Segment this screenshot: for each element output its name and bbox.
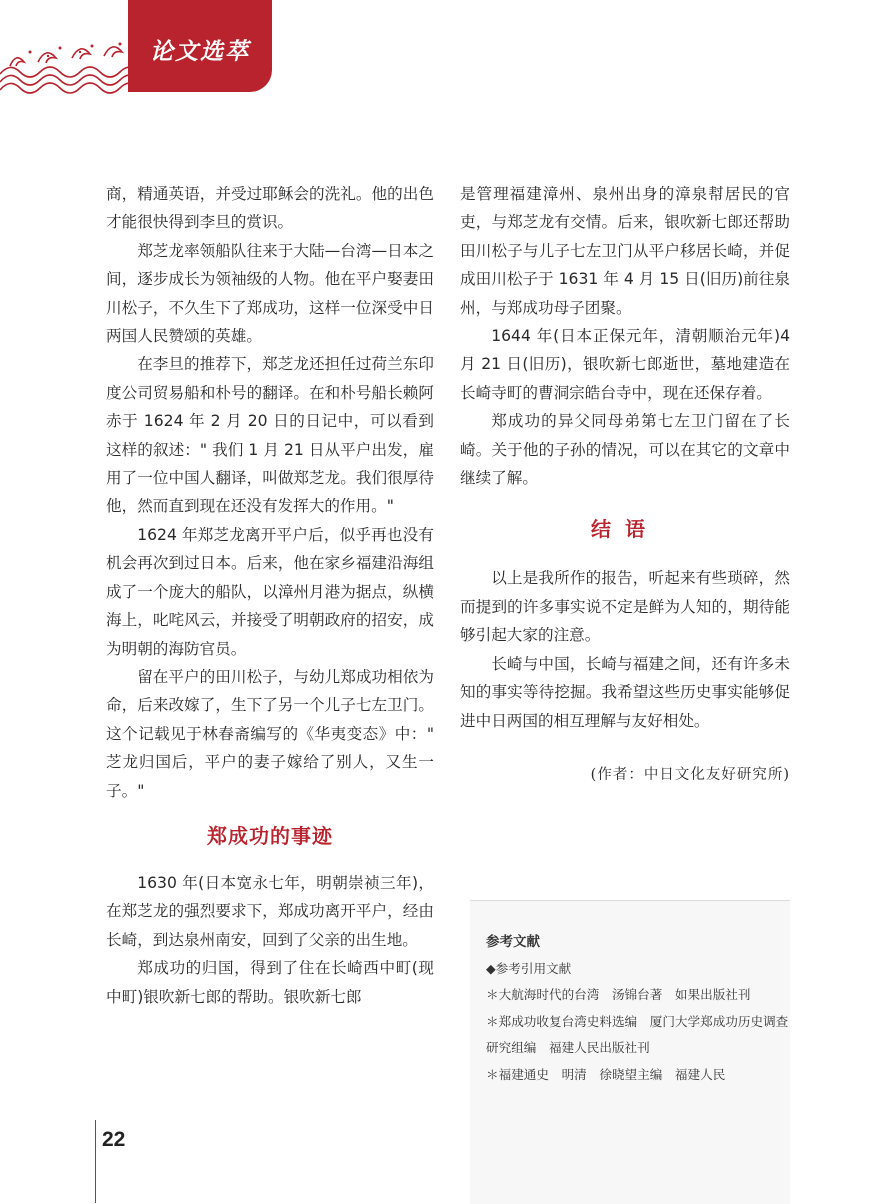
right-column [460, 180, 790, 789]
references-subtitle: ◆参考引用文献 [486, 960, 572, 976]
wave-pattern-icon [0, 38, 140, 96]
paragraph: 留在平户的田川松子，与幼儿郑成功相依为命，后来改嫁了，生下了另一个儿子七左卫门。这个记载见于林春斋编写的《华夷变态》中：" 芝龙归国后，平户的妻子嫁给了别人，又生一子。" [106, 667, 434, 800]
page-number: 22 [102, 1128, 126, 1151]
reference-item: ＊福建通史 明清 徐晓望主编 福建人民 [486, 1066, 726, 1082]
paragraph: 商，精通英语，并受过耶稣会的洗礼。他的出色才能很快得到李旦的赏识。 [106, 185, 434, 232]
paragraph: 郑成功的异父同母弟第七左卫门留在了长崎。关于他的子孙的情况，可以在其它的文章中继续了解。 [460, 412, 790, 488]
left-column [106, 180, 434, 1011]
reference-item: ＊大航海时代的台湾 汤锦台著 如果出版社刊 [486, 987, 751, 1002]
section-label-tab [128, 0, 272, 92]
paragraph: 在李旦的推荐下，郑芝龙还担任过荷兰东印度公司贸易船和朴号的翻译。在和朴号船长赖阿赤于 1624 年 2 月 20 日的日记中，可以看到这样的叙述：" 我们 1 月 21 日从平户出发，雇用了一位中国人翻译，叫做郑芝龙。我们很厚待他，然而直到现在还没有发挥大的作用。" [106, 355, 434, 516]
section-label: 论文选萃 [150, 37, 250, 65]
paragraph: 郑成功的归国，得到了住在长崎西中町(现中町)银吹新七郎的帮助。银吹新七郎 [106, 959, 434, 1006]
paragraph: 郑芝龙率领船队往来于大陆—台湾—日本之间，逐步成长为领袖级的人物。他在平户娶妻田川松子，不久生下了郑成功，这样一位深受中日两国人民赞颂的英雄。 [106, 241, 434, 346]
paragraph: 是管理福建漳州、泉州出身的漳泉幇居民的官吏，与郑芝龙有交情。后来，银吹新七郎还帮助田川松子与儿子七左卫门从平户移居长崎，并促成田川松子于 1631 年 4 月 15 日(旧历)前往泉州，与郑成功母子团聚。 [460, 185, 790, 317]
references-box [470, 900, 790, 1204]
paragraph: 1624 年郑芝龙离开平户后，似乎再也没有机会再次到过日本。后来，他在家乡福建沿海组成了一个庞大的船队，以漳州月港为据点，纵横海上，叱咤风云，并接受了明朝政府的招安，成为明朝的海防官员。 [106, 525, 434, 658]
section-title-zheng-chenggong: 郑成功的事迹 [207, 823, 333, 848]
page-number-rule [95, 1120, 96, 1203]
paragraph: 1644 年(日本正保元年，清朝顺治元年)4 月 21 日(旧历)，银吹新七郎逝世，墓地建造在长崎寺町的曹洞宗皓台寺中，现在还保存着。 [460, 327, 790, 402]
paragraph: 以上是我所作的报告，听起来有些琐碎，然而提到的许多事实说不定是鲜为人知的，期待能够引起大家的注意。 [460, 569, 790, 645]
references-title: 参考文献 [486, 934, 540, 950]
author-credit: (作者：中日文化友好研究所) [590, 766, 790, 783]
paragraph: 1630 年(日本宽永七年，明朝崇祯三年)，在郑芝龙的强烈要求下，郑成功离开平户，经由长崎，到达泉州南安，回到了父亲的出生地。 [106, 873, 434, 949]
paragraph: 长崎与中国，长崎与福建之间，还有许多未知的事实等待挖掘。我希望这些历史事实能够促进中日两国的相互理解与友好相处。 [460, 654, 790, 730]
reference-item: ＊郑成功收复台湾史料选编 厦门大学郑成功历史调查研究组编 福建人民出版社刊 [486, 1013, 789, 1055]
section-title-conclusion: 结语 [591, 517, 659, 542]
